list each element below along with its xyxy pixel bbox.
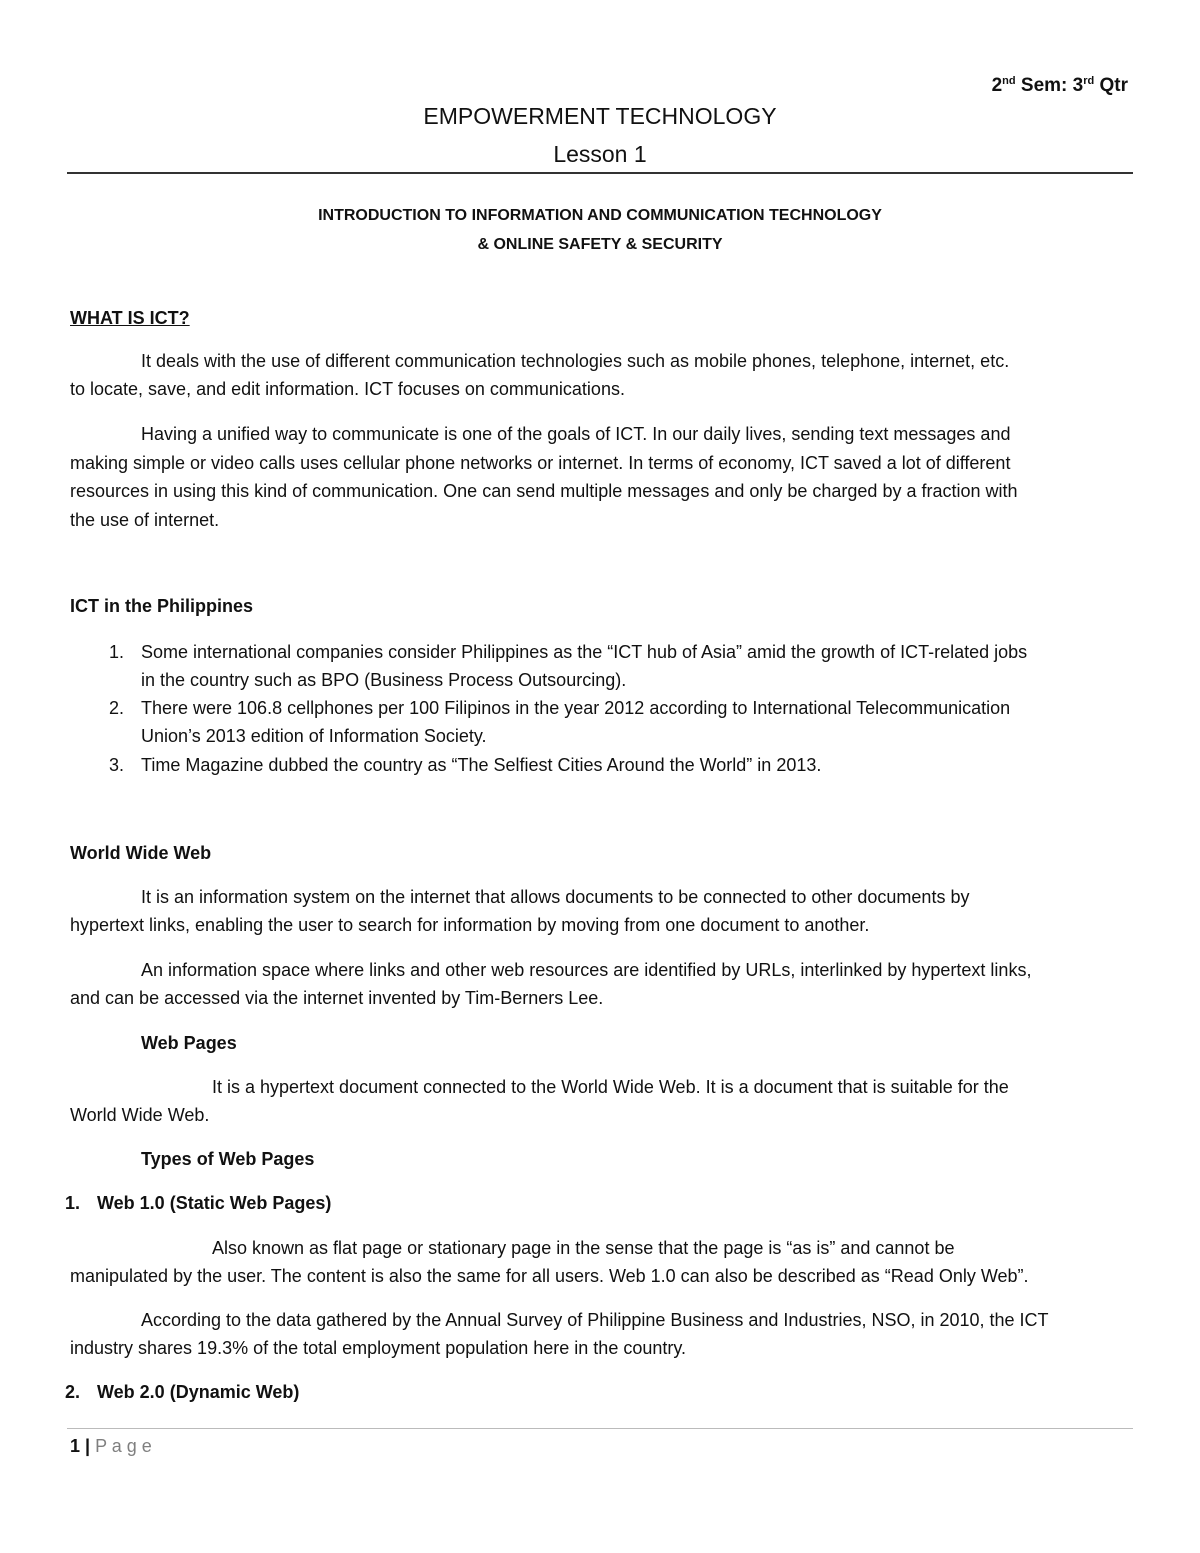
list-item-line: There were 106.8 cellphones per 100 Filipinos in the year 2012 according to International Telecommunication (141, 698, 1011, 718)
list-item-number: 2. (108, 698, 124, 718)
paragraph-line: resources in using this kind of communication. One can send multiple messages and only be charged by a fraction with (70, 481, 1018, 501)
paragraph-line: Also known as flat page or stationary page in the sense that the page is “as is” and cannot be (212, 1238, 955, 1258)
paragraph-line: World Wide Web. (70, 1105, 210, 1125)
list-item-line: Some international companies consider Philippines as the “ICT hub of Asia” amid the growth of ICT-related jobs (141, 642, 1028, 662)
semester-quarter-label: 2nd Sem: 3rd Qtr (991, 75, 1128, 96)
list-item-line: in the country such as BPO (Business Process Outsourcing). (141, 670, 627, 690)
list-item-number: 3. (108, 755, 124, 775)
page-label: P a g e (95, 1436, 152, 1456)
subheading-web-pages: Web Pages (141, 1033, 237, 1053)
footer-divider (67, 1428, 1133, 1429)
paragraph-line: hypertext links, enabling the user to search for information by moving from one document to another. (70, 915, 870, 935)
paragraph-line: An information space where links and other web resources are identified by URLs, interlinked by hypertext links, (141, 960, 1032, 980)
list-item-number: 1. (64, 1193, 80, 1213)
section-heading-what-is-ict: WHAT IS ICT? (70, 308, 190, 328)
paragraph-line: Having a unified way to communicate is one of the goals of ICT. In our daily lives, sending text messages and (141, 424, 1011, 444)
subheading-web-2: Web 2.0 (Dynamic Web) (97, 1382, 300, 1402)
paragraph-line: It is a hypertext document connected to the World Wide Web. It is a document that is suitable for the (212, 1077, 1009, 1097)
paragraph-line: making simple or video calls uses cellular phone networks or internet. In terms of economy, ICT saved a lot of different (70, 453, 1011, 473)
paragraph-line: manipulated by the user. The content is also the same for all users. Web 1.0 can also be described as “Read Only Web”. (70, 1266, 1029, 1286)
section-heading-ict-philippines: ICT in the Philippines (70, 596, 254, 616)
list-item-line: Time Magazine dubbed the country as “The Selfiest Cities Around the World” in 2013. (141, 755, 822, 775)
title-divider (67, 172, 1133, 174)
lesson-label: Lesson 1 (553, 141, 647, 167)
list-item-line: Union’s 2013 edition of Information Society. (141, 726, 487, 746)
document-title: EMPOWERMENT TECHNOLOGY (423, 103, 777, 129)
paragraph-line: and can be accessed via the internet invented by Tim-Berners Lee. (70, 988, 604, 1008)
page-footer (70, 1432, 152, 1460)
paragraph-line: It is an information system on the internet that allows documents to be connected to other documents by (141, 887, 970, 907)
paragraph-line: the use of internet. (70, 510, 220, 530)
subheading-web-1: Web 1.0 (Static Web Pages) (97, 1193, 332, 1213)
footer-separator: | (85, 1436, 91, 1456)
list-item-number: 2. (64, 1382, 80, 1402)
paragraph-line: It deals with the use of different communication technologies such as mobile phones, telephone, internet, etc. (141, 351, 1010, 371)
subtitle-line-1: INTRODUCTION TO INFORMATION AND COMMUNICATION TECHNOLOGY (318, 207, 882, 224)
subheading-types-of-web-pages: Types of Web Pages (141, 1149, 315, 1169)
list-item-number: 1. (108, 642, 124, 662)
paragraph-line: According to the data gathered by the Annual Survey of Philippine Business and Industries, NSO, in 2010, the ICT (141, 1310, 1049, 1330)
paragraph-line: industry shares 19.3% of the total employment population here in the country. (70, 1338, 687, 1358)
section-heading-world-wide-web: World Wide Web (70, 843, 212, 863)
paragraph-line: to locate, save, and edit information. ICT focuses on communications. (70, 379, 625, 399)
subtitle-line-2: & ONLINE SAFETY & SECURITY (477, 236, 723, 253)
page-number: 1 (70, 1436, 81, 1456)
